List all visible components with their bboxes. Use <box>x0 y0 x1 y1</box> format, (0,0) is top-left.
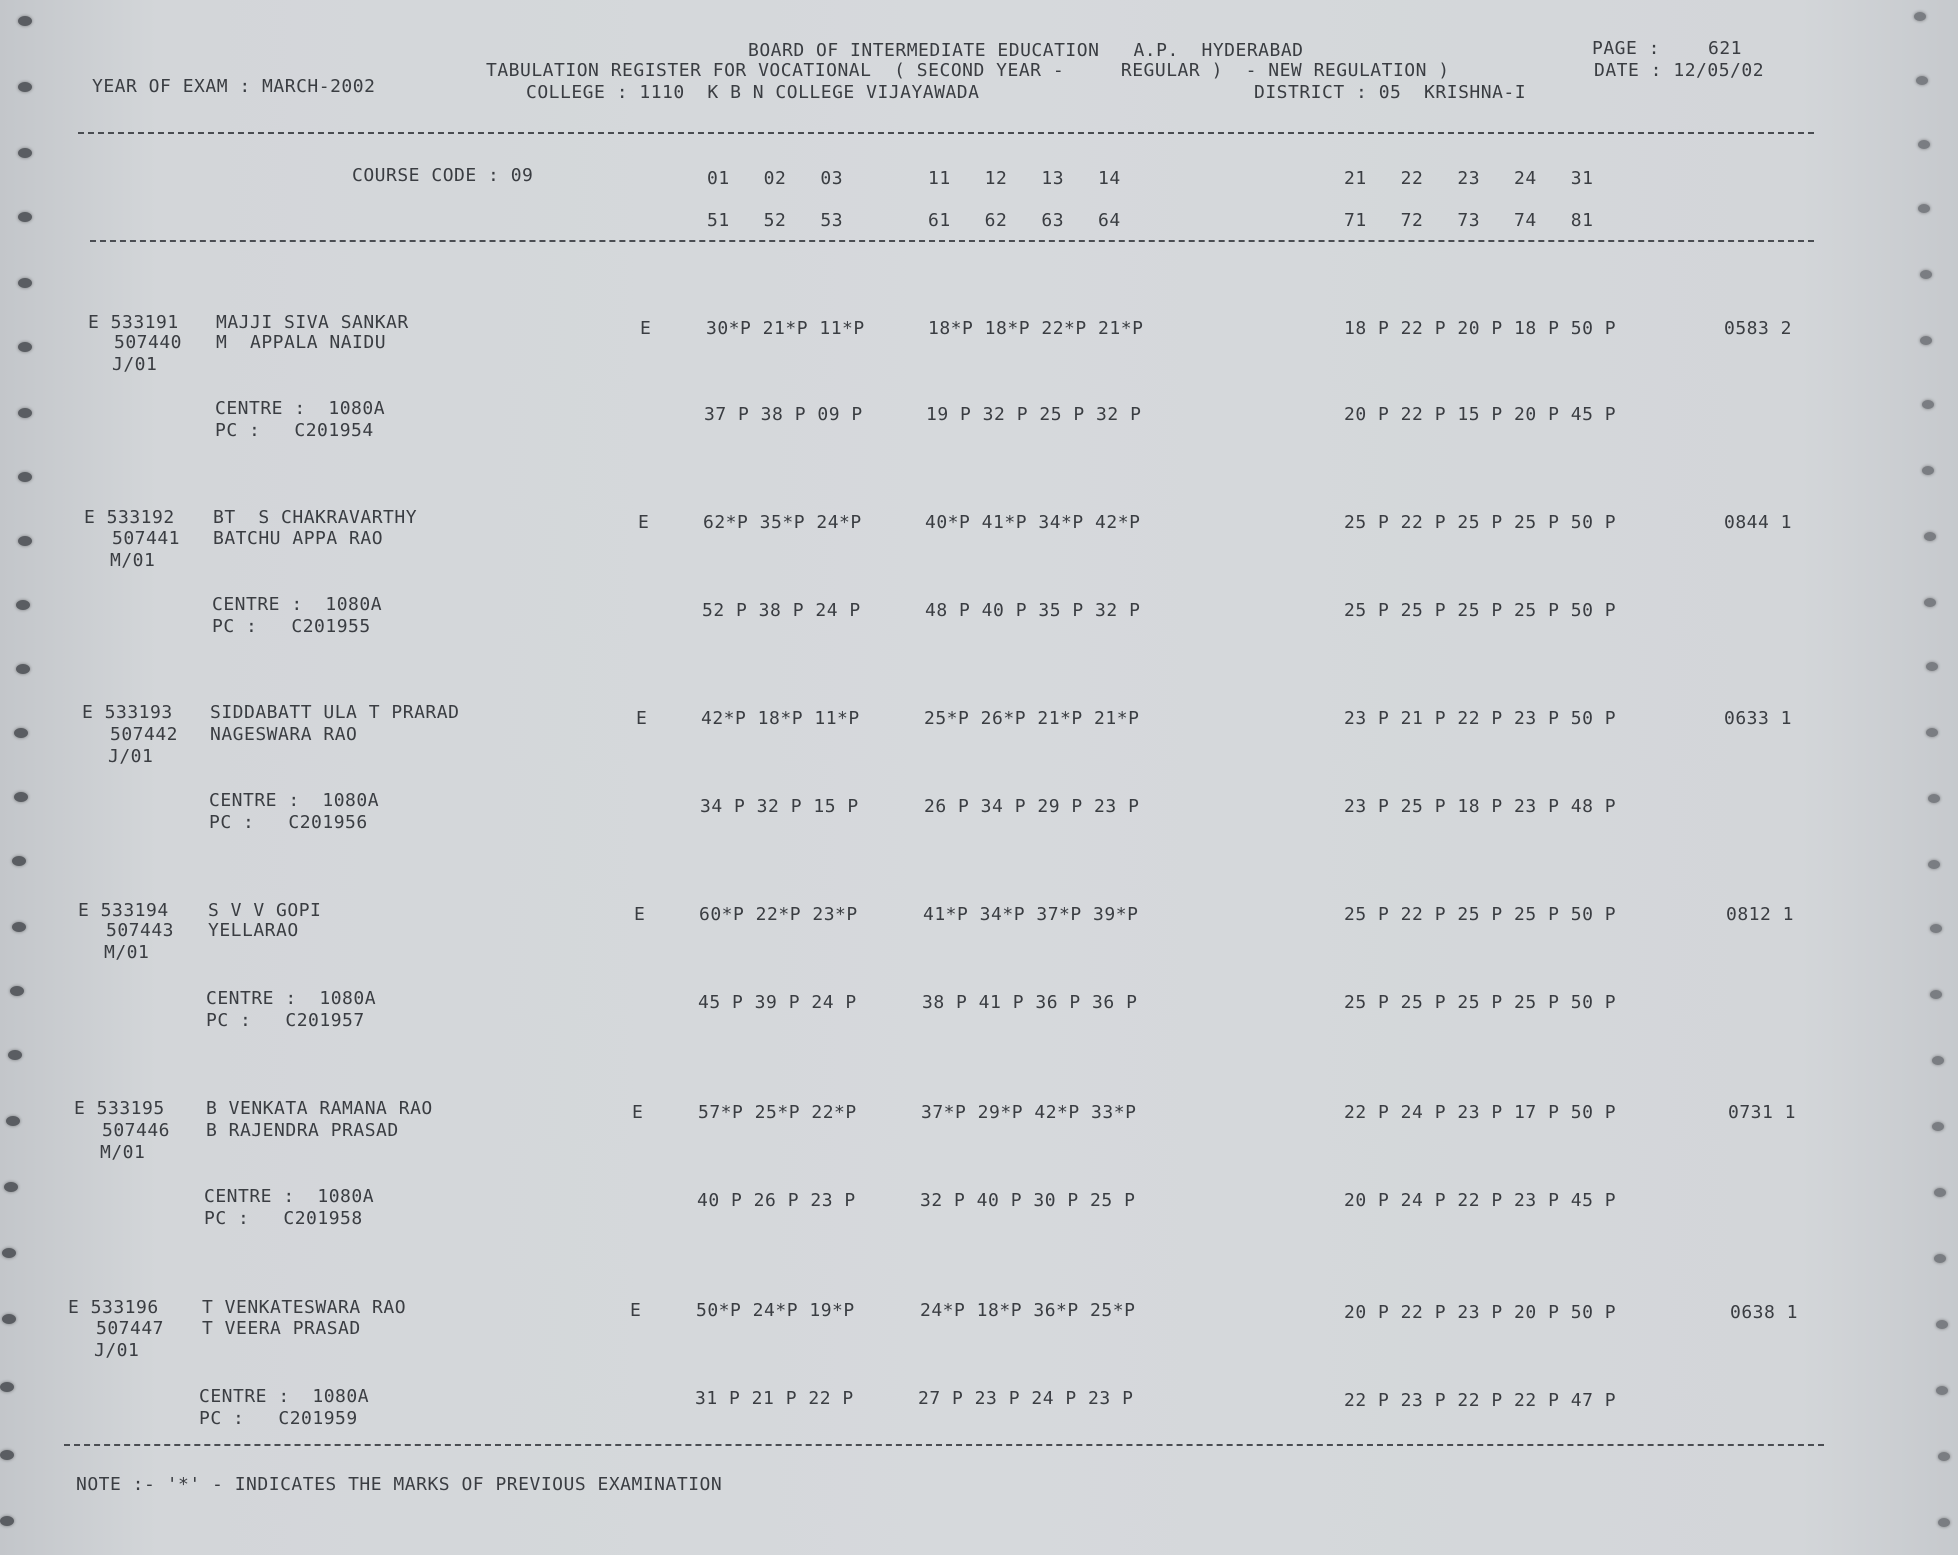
marks-group-b-row2: 19 P 32 P 25 P 32 P <box>926 404 1142 425</box>
student-name: BT S CHAKRAVARTHY <box>213 507 418 528</box>
roll-number: E 533193 <box>82 702 173 723</box>
total-and-class: 0844 1 <box>1724 512 1793 533</box>
student-name: S V V GOPI <box>208 900 322 921</box>
student-name: SIDDABATT ULA T PRARAD <box>210 702 460 723</box>
centre-code: CENTRE : 1080A <box>209 790 380 811</box>
course-code: COURSE CODE : 09 <box>352 165 534 186</box>
centre-code: CENTRE : 1080A <box>199 1386 370 1407</box>
gender-code: M/01 <box>104 942 150 963</box>
father-name: M APPALA NAIDU <box>216 332 387 353</box>
marks-group-a: 42*P 18*P 11*P <box>701 708 860 729</box>
total-and-class: 0638 1 <box>1730 1302 1799 1323</box>
marks-group-b-row2: 26 P 34 P 29 P 23 P <box>924 796 1140 817</box>
roll-number: E 533194 <box>78 900 169 921</box>
page-label: PAGE : <box>1592 38 1661 59</box>
header-divider <box>78 132 1814 134</box>
marks-group-c: 18 P 22 P 20 P 18 P 50 P <box>1344 318 1617 339</box>
marks-group-b: 37*P 29*P 42*P 33*P <box>921 1102 1137 1123</box>
roll-number: E 533195 <box>74 1098 165 1119</box>
medium: E <box>632 1102 644 1123</box>
gender-code: J/01 <box>108 746 154 767</box>
col-header-row1-c: 21 22 23 24 31 <box>1344 168 1594 189</box>
gender-code: J/01 <box>94 1340 140 1361</box>
marks-group-c: 23 P 21 P 22 P 23 P 50 P <box>1344 708 1617 729</box>
marks-group-c-row2: 23 P 25 P 18 P 23 P 48 P <box>1344 796 1617 817</box>
father-name: NAGESWARA RAO <box>210 724 358 745</box>
marks-group-a-row2: 52 P 38 P 24 P <box>702 600 861 621</box>
footer-divider <box>64 1444 1824 1446</box>
total-and-class: 0731 1 <box>1728 1102 1797 1123</box>
pc-code: PC : C201958 <box>204 1208 363 1229</box>
footnote: NOTE :- '*' - INDICATES THE MARKS OF PREVIOUS EXAMINATION <box>76 1474 723 1495</box>
student-name: T VENKATESWARA RAO <box>202 1297 407 1318</box>
pc-code: PC : C201955 <box>212 616 371 637</box>
total-and-class: 0633 1 <box>1724 708 1793 729</box>
student-name: B VENKATA RAMANA RAO <box>206 1098 433 1119</box>
centre-code: CENTRE : 1080A <box>204 1186 375 1207</box>
marks-group-b: 24*P 18*P 36*P 25*P <box>920 1300 1136 1321</box>
marks-group-c: 25 P 22 P 25 P 25 P 50 P <box>1344 512 1617 533</box>
father-name: YELLARAO <box>208 920 299 941</box>
marks-group-b: 40*P 41*P 34*P 42*P <box>925 512 1141 533</box>
marks-group-a: 60*P 22*P 23*P <box>699 904 858 925</box>
medium: E <box>630 1300 642 1321</box>
registration-number: 507447 <box>96 1318 165 1339</box>
marks-group-c-row2: 20 P 22 P 15 P 20 P 45 P <box>1344 404 1617 425</box>
marks-group-b-row2: 27 P 23 P 24 P 23 P <box>918 1388 1134 1409</box>
marks-group-b-row2: 38 P 41 P 36 P 36 P <box>922 992 1138 1013</box>
college-info: COLLEGE : 1110 K B N COLLEGE VIJAYAWADA <box>526 82 980 103</box>
marks-group-c-row2: 20 P 24 P 22 P 23 P 45 P <box>1344 1190 1617 1211</box>
marks-group-b-row2: 48 P 40 P 35 P 32 P <box>925 600 1141 621</box>
col-header-row2-c: 71 72 73 74 81 <box>1344 210 1594 231</box>
father-name: B RAJENDRA PRASAD <box>206 1120 399 1141</box>
marks-group-c-row2: 25 P 25 P 25 P 25 P 50 P <box>1344 992 1617 1013</box>
roll-number: E 533191 <box>88 312 179 333</box>
marks-group-b: 18*P 18*P 22*P 21*P <box>928 318 1144 339</box>
marks-group-a: 62*P 35*P 24*P <box>703 512 862 533</box>
medium: E <box>638 512 650 533</box>
total-and-class: 0812 1 <box>1726 904 1795 925</box>
column-header-divider <box>90 240 1814 242</box>
medium: E <box>640 318 652 339</box>
board-title: BOARD OF INTERMEDIATE EDUCATION A.P. HYDERABAD <box>748 40 1304 61</box>
medium: E <box>636 708 648 729</box>
marks-group-b: 41*P 34*P 37*P 39*P <box>923 904 1139 925</box>
marks-group-c: 20 P 22 P 23 P 20 P 50 P <box>1344 1302 1617 1323</box>
page-number: 621 <box>1708 38 1743 59</box>
registration-number: 507446 <box>102 1120 171 1141</box>
registration-number: 507440 <box>114 332 183 353</box>
marks-group-c-row2: 25 P 25 P 25 P 25 P 50 P <box>1344 600 1617 621</box>
marks-group-c-row2: 22 P 23 P 22 P 22 P 47 P <box>1344 1390 1617 1411</box>
registration-number: 507442 <box>110 724 179 745</box>
pc-code: PC : C201959 <box>199 1408 358 1429</box>
gender-code: J/01 <box>112 354 158 375</box>
medium: E <box>634 904 646 925</box>
registration-number: 507441 <box>112 528 181 549</box>
col-header-row1-a: 01 02 03 <box>707 168 844 189</box>
marks-group-c: 22 P 24 P 23 P 17 P 50 P <box>1344 1102 1617 1123</box>
marks-group-a-row2: 37 P 38 P 09 P <box>704 404 863 425</box>
father-name: BATCHU APPA RAO <box>213 528 384 549</box>
print-date: DATE : 12/05/02 <box>1594 60 1765 81</box>
register-title: TABULATION REGISTER FOR VOCATIONAL ( SECOND YEAR - REGULAR ) - NEW REGULATION ) <box>486 60 1450 81</box>
registration-number: 507443 <box>106 920 175 941</box>
marks-group-a-row2: 34 P 32 P 15 P <box>700 796 859 817</box>
col-header-row2-b: 61 62 63 64 <box>928 210 1121 231</box>
marks-group-a-row2: 31 P 21 P 22 P <box>695 1388 854 1409</box>
col-header-row2-a: 51 52 53 <box>707 210 844 231</box>
student-name: MAJJI SIVA SANKAR <box>216 312 409 333</box>
pc-code: PC : C201956 <box>209 812 368 833</box>
roll-number: E 533196 <box>68 1297 159 1318</box>
marks-group-a: 57*P 25*P 22*P <box>698 1102 857 1123</box>
marks-group-c: 25 P 22 P 25 P 25 P 50 P <box>1344 904 1617 925</box>
marks-group-a: 30*P 21*P 11*P <box>706 318 865 339</box>
pc-code: PC : C201954 <box>215 420 374 441</box>
centre-code: CENTRE : 1080A <box>206 988 377 1009</box>
col-header-row1-b: 11 12 13 14 <box>928 168 1121 189</box>
marks-group-a-row2: 45 P 39 P 24 P <box>698 992 857 1013</box>
district-info: DISTRICT : 05 KRISHNA-I <box>1254 82 1527 103</box>
pc-code: PC : C201957 <box>206 1010 365 1031</box>
gender-code: M/01 <box>100 1142 146 1163</box>
marks-group-a: 50*P 24*P 19*P <box>696 1300 855 1321</box>
gender-code: M/01 <box>110 550 156 571</box>
centre-code: CENTRE : 1080A <box>215 398 386 419</box>
marks-group-b: 25*P 26*P 21*P 21*P <box>924 708 1140 729</box>
marks-group-b-row2: 32 P 40 P 30 P 25 P <box>920 1190 1136 1211</box>
year-of-exam: YEAR OF EXAM : MARCH-2002 <box>92 76 376 97</box>
father-name: T VEERA PRASAD <box>202 1318 361 1339</box>
total-and-class: 0583 2 <box>1724 318 1793 339</box>
marks-group-a-row2: 40 P 26 P 23 P <box>697 1190 856 1211</box>
centre-code: CENTRE : 1080A <box>212 594 383 615</box>
roll-number: E 533192 <box>84 507 175 528</box>
